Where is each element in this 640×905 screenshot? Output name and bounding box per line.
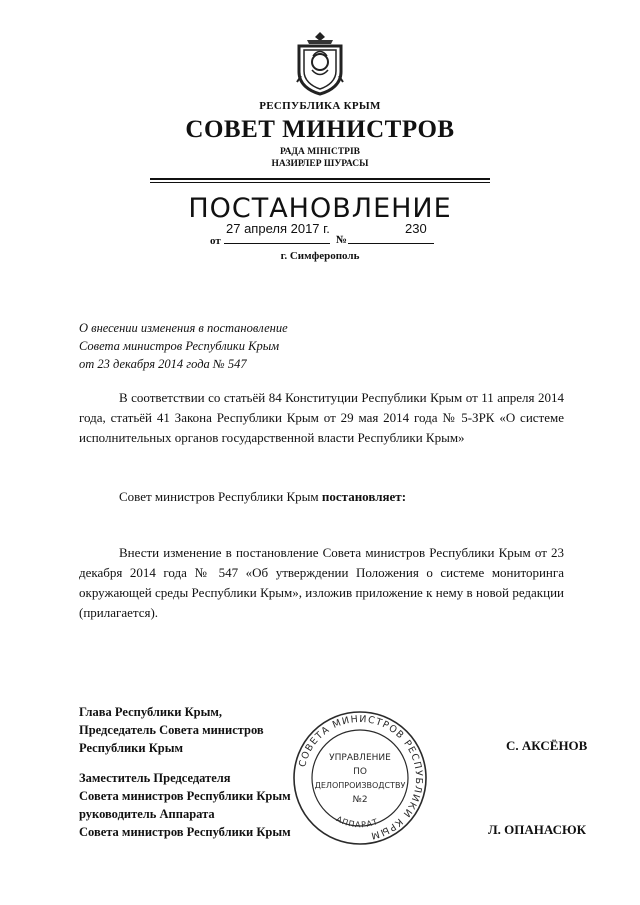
date-underline <box>224 243 330 244</box>
signatory-title: Совета министров Республики Крым <box>79 789 291 803</box>
header-rule-thin <box>150 182 490 183</box>
document-date: 27 апреля 2017 г. <box>226 221 330 236</box>
signatory-title: Председатель Совета министров <box>79 723 264 737</box>
body-paragraph-basis: В соответствии со статьёй 84 Конституции Республики Крым от 11 апреля 2014 года, статьёй 41 Закона Республики Крым от 29 мая 2014 года № 5-ЗРК «О системе исполнительных органов государственной власти Республики Крым» <box>79 390 564 445</box>
stamp-ring-bottom: АППАРАТ <box>334 814 380 830</box>
stamp-line: №2 <box>352 795 368 805</box>
signatory-name-head: С. АКСЁНОВ <box>506 738 588 753</box>
body-paragraph-decision: Внести изменение в постановление Совета министров Республики Крым от 23 декабря 2014 года № 547 «Об утверждении Положения о системе мониторинга окружающей среды Республики Крым», изложив приложение к нему в новой редакции (прилагается). <box>79 545 564 620</box>
signatory-title: руководитель Аппарата <box>79 807 215 821</box>
signatory-title: Республики Крым <box>79 741 183 755</box>
republic-name: РЕСПУБЛИКА КРЫМ <box>259 100 381 112</box>
official-stamp <box>290 708 430 848</box>
subject-line: О внесении изменения в постановление <box>79 321 288 335</box>
body-paragraph-resolves <box>79 487 564 507</box>
header-rule-thick <box>150 178 490 180</box>
svg-text:АППАРАТ <box>335 814 380 829</box>
number-sign: № <box>336 234 348 246</box>
stamp-line: ДЕЛОПРОИЗВОДСТВУ <box>314 781 406 790</box>
subject-line: Совета министров Республики Крым <box>79 339 280 353</box>
document-type: ПОСТАНОВЛЕНИЕ <box>188 193 452 224</box>
signatory-title: Глава Республики Крым, <box>79 705 223 719</box>
signature-block <box>79 703 291 841</box>
document-city: г. Симферополь <box>280 250 360 262</box>
document-subject <box>79 319 288 373</box>
council-title: СОВЕТ МИНИСТРОВ <box>185 116 455 143</box>
signatory-title: Заместитель Председателя <box>79 771 231 785</box>
council-title-crimean-tatar: НАЗИРЛЕР ШУРАСЫ <box>271 159 369 169</box>
document-number: 230 <box>405 221 427 236</box>
stamp-line: ПО <box>353 767 367 777</box>
resolves-text: Совет министров Республики Крым <box>119 489 322 504</box>
resolves-keyword: постановляет: <box>321 489 407 504</box>
signatory-title: Совета министров Республики Крым <box>79 825 291 839</box>
coat-of-arms-icon <box>293 30 347 96</box>
number-underline <box>348 243 434 244</box>
stamp-ring-text: СОВЕТА МИНИСТРОВ РЕСПУБЛИКИ КРЫМ <box>297 713 425 842</box>
subject-line: от 23 декабря 2014 года № 547 <box>79 357 247 371</box>
signatory-name-deputy: Л. ОПАНАСЮК <box>488 822 587 837</box>
stamp-line: УПРАВЛЕНИЕ <box>329 753 391 763</box>
date-prefix: от <box>210 235 221 247</box>
council-title-ukrainian: РАДА МІНІСТРІВ <box>279 147 360 157</box>
